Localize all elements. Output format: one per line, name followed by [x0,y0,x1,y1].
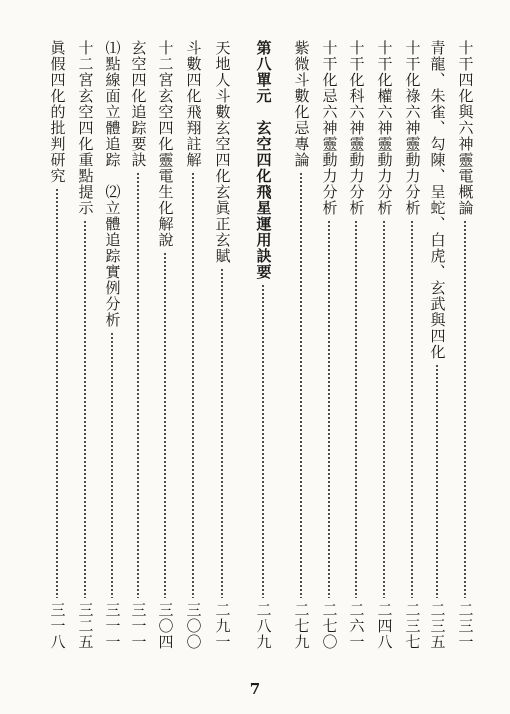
toc-title: 十干化忌六神靈動力分析 [320,40,339,216]
toc-page-number: 二七〇 [320,602,339,650]
toc-title: ⑴點線面立體追踪 ⑵立體追踪實例分析 [103,40,122,328]
toc-page-number: 三一一 [103,602,122,650]
toc-title: 十干化祿六神靈動力分析 [403,40,422,216]
dot-leader [411,220,413,598]
toc-title: 第八單元 玄空四化飛星運用訣要 [254,40,273,280]
toc-title: 玄空四化追踪要訣 [129,40,148,168]
dot-leader [111,332,113,598]
dot-leader [300,172,302,598]
toc-entry [452,40,478,650]
toc-title: 紫微斗數化忌專論 [292,40,311,168]
toc-entry [125,40,151,650]
dot-leader [436,364,438,598]
toc-entry [44,40,70,650]
toc-page-number: 二七九 [292,602,311,650]
toc-section-heading [250,40,276,650]
toc-title: 斗數四化飛翔註解 [184,40,203,168]
dot-leader [328,220,330,598]
toc-title: 十干化科六神靈動力分析 [347,40,366,216]
toc-title: 眞假四化的批判研究 [48,40,67,184]
toc-title: 十二宮玄空四化重點提示 [76,40,95,216]
toc-page-number: 二八九 [254,602,273,650]
toc-title: 天地人斗數玄空四化玄眞正玄賦 [213,40,232,264]
toc-page-number: 三〇四 [156,602,175,650]
toc-title: 十二宮玄空四化靈電生化解說 [156,40,175,248]
toc-entry [424,40,450,650]
toc-entry [343,40,369,650]
toc-title: 十干化權六神靈動力分析 [375,40,394,216]
toc-entry [371,40,397,650]
dot-leader [164,252,166,598]
dot-leader [221,268,223,598]
dot-leader [262,284,264,598]
toc-entry [399,40,425,650]
dot-leader [192,172,194,598]
dot-leader [383,220,385,598]
toc-page-number: 二三一 [456,602,475,650]
toc-entry [316,40,342,650]
toc-entry [288,40,314,650]
toc-entry [209,40,235,650]
dot-leader [84,220,86,598]
toc-page-number: 二三七 [403,602,422,650]
toc-page-number: 三一八 [48,602,67,650]
toc-page-number: 三二五 [76,602,95,650]
toc-title: 青龍、朱雀、勾陳、呈蛇、白虎、玄武與四化 [428,40,447,360]
toc-entry [180,40,206,650]
toc-page-number: 二三五 [428,602,447,650]
dot-leader [137,172,139,598]
dot-leader [56,188,58,598]
dot-leader [355,220,357,598]
toc-page-number: 二六一 [347,602,366,650]
toc-page-number: 三一一 [129,602,148,650]
toc-page-number: 三〇〇 [184,602,203,650]
page-number: 7 [249,680,261,698]
toc-page-number: 二四八 [375,602,394,650]
toc-entry [152,40,178,650]
toc-page-number: 二九一 [213,602,232,650]
toc-entry [72,40,98,650]
toc-entry [99,40,125,650]
dot-leader [464,220,466,598]
toc-title: 十干四化與六神靈電概論 [456,40,475,216]
